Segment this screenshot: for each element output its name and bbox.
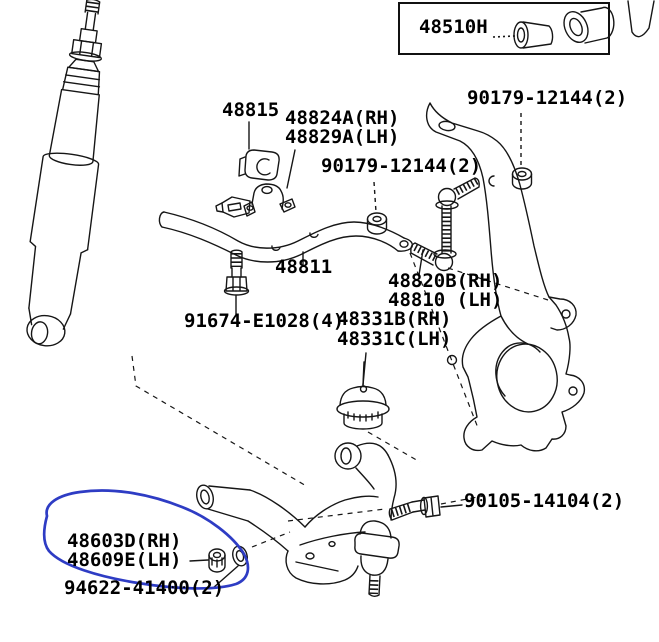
bolt-90105-drawing [389, 496, 440, 520]
part-label-48811: 48811 [275, 256, 333, 278]
part-label-91674: 91674-E1028(4) [184, 310, 345, 332]
part-label-48609e: 48609E(LH) [67, 549, 182, 571]
upper-arm-bushing-drawing [559, 1, 654, 46]
bump-stop-drawing [337, 362, 389, 429]
bushing-48815-drawing [239, 150, 279, 180]
part-label-48810: 48810 (LH) [388, 289, 503, 311]
box-bushing-drawing [514, 22, 553, 48]
stabilizer-link-drawing [411, 178, 479, 271]
stabilizer-bar-drawing [159, 212, 412, 262]
part-label-48510h: 48510H [419, 16, 488, 38]
leader-lines [190, 113, 521, 588]
part-label-94622: 94622-41400(2) [64, 577, 225, 599]
part-label-48829a: 48829A(LH) [285, 126, 400, 148]
shock-absorber-drawing [16, 0, 122, 350]
bracket-48824a-drawing [244, 184, 295, 216]
part-label-48331c: 48331C(LH) [337, 328, 452, 350]
nut-drawing-mid [368, 213, 387, 234]
part-label-90179-mid: 90179-12144(2) [321, 155, 482, 177]
nut-94622-drawing [209, 549, 225, 572]
part-label-48815: 48815 [222, 99, 280, 121]
part-label-48824a: 48824A(RH) [285, 107, 400, 129]
part-label-48603d: 48603D(RH) [67, 530, 182, 552]
part-label-90105: 90105-14104(2) [464, 490, 625, 512]
bolt-91674-drawing [225, 250, 249, 295]
leader-90179-mid [374, 182, 376, 212]
part-label-48331b: 48331B(RH) [337, 308, 452, 330]
part-label-48820b: 48820B(RH) [388, 270, 503, 292]
leader-48510h [493, 36, 515, 37]
part-label-90179-top: 90179-12144(2) [467, 87, 628, 109]
